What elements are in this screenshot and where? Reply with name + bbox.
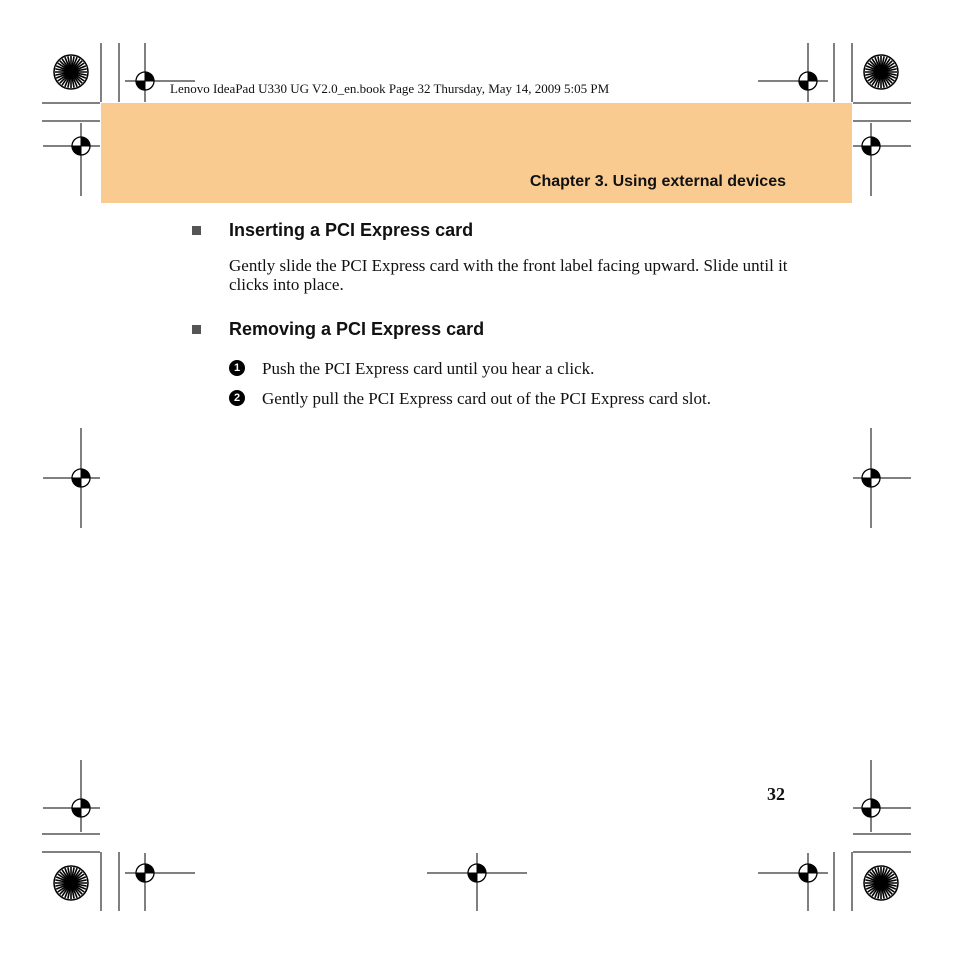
- step-number-badge: 2: [229, 390, 245, 406]
- step-text: Push the PCI Express card until you hear a click.: [262, 359, 595, 378]
- section-inserting: [191, 220, 791, 294]
- square-bullet-icon: [192, 226, 201, 235]
- chapter-header-band: [101, 103, 852, 203]
- step-number-badge: 1: [229, 360, 245, 376]
- step-text: Gently pull the PCI Express card out of the PCI Express card slot.: [262, 389, 712, 408]
- chapter-title: Chapter 3. Using external devices: [529, 173, 786, 190]
- section-heading: Removing a PCI Express card: [229, 319, 485, 339]
- page-number: 32: [767, 784, 785, 804]
- square-bullet-icon: [192, 325, 201, 334]
- section-removing: [191, 319, 791, 408]
- step-item: [229, 389, 791, 408]
- book-file-info: Lenovo IdeaPad U330 UG V2.0_en.book Page 32 Thursday, May 14, 2009 5:05 PM: [170, 81, 610, 96]
- step-item: [229, 359, 791, 378]
- section-body: Gently slide the PCI Express card with the front label facing upward. Slide until it clicks into place.: [229, 256, 788, 294]
- section-heading-row: [191, 220, 791, 241]
- section-heading: Inserting a PCI Express card: [229, 220, 474, 240]
- section-heading-row: [191, 319, 791, 340]
